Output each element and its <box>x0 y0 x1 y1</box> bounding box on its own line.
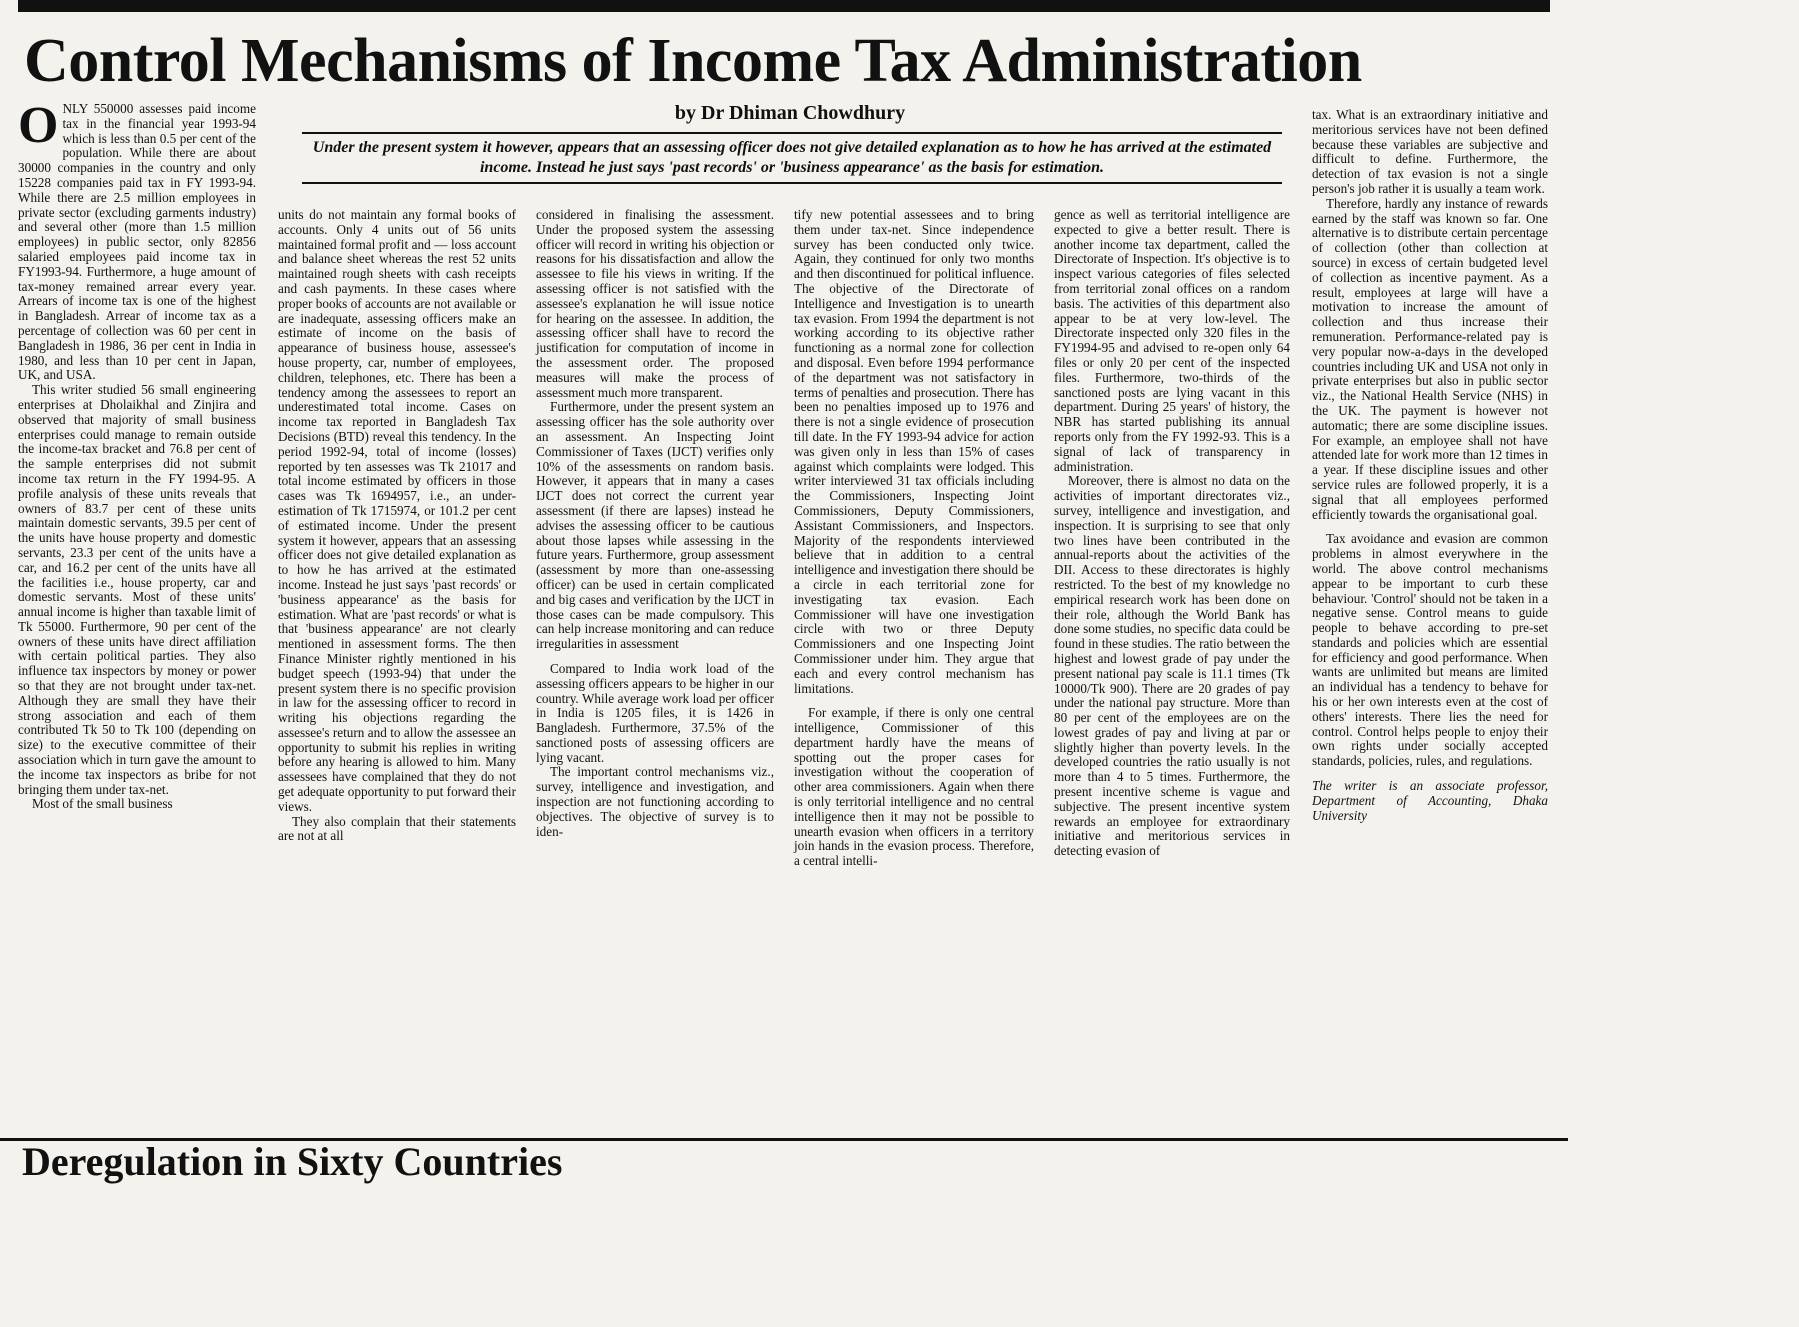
paragraph: Most of the small business <box>32 796 173 812</box>
column-1 <box>18 97 256 1132</box>
next-article-headline: Deregulation in Sixty Countries <box>22 1139 563 1184</box>
column-6 <box>1312 108 1548 1138</box>
byline: by Dr Dhiman Chowdhury <box>674 102 906 124</box>
paragraph: units do not maintain any formal books of accounts. Only 4 units out of 56 units maintained formal profit and — loss account and balance sheet whereas the rest 52 units maintained rough sheets with cash receipts and cash payments. In these cases where proper books of accounts are not available or are inadequate, assessing officers make an estimate of income on the basis of appearance of business house, assessee's house property, car, number of employees, children, telephones, etc. There has been a tendency among the assessees to report an underestimated total income. Cases on income tax reported in Bangladesh Tax Decisions (BTD) reveal this tendency. In the period 1992-94, total of income (losses) reported by ten assesses was Tk 21017 and total income estimated by officers in those cases was Tk 1694957, i.e., an under-estimation of Tk 1715974, or 101.2 per cent of estimated income. Under the present system it however, appears that an assessing officer does not give detailed explanation as to how he has arrived at the estimated income. Instead he just says 'past records' or 'business appearance' as the basis for estimation. What are 'past records' or what is that 'business appearance' are not clearly mentioned in assessment forms. The then Finance Minister rightly mentioned in his budget speech (1993-94) that under the present system there is no specific provision in law for the assessing officer to record in writing his objections regarding the assessee's return and to allow the assessee an opportunity to submit his replies in writing before any hearing is allowed to him. Many assessees have complained that they do not get adequate opportunity to put forward their views. <box>278 207 516 814</box>
paragraph: Furthermore, under the present system an assessing officer has the sole authority over an assessment. An Inspecting Joint Commissioner of Taxes (IJCT) verifies only 10% of the assessments on random basis. However, it appears that in many a cases IJCT does not correct the current year assessment (if there are lapses) instead he advises the assessing officer to be cautious about those lapses while assessing in the future years. Furthermore, group assessment (assessment by more than one-assessing officer) can be used in certain complicated and big cases and verification by the IJCT in those cases can be made compulsory. This can help increase monitoring and can reduce irregularities in assessment <box>536 399 774 652</box>
paragraph: gence as well as territorial intelligence are expected to give a better result. There is another income tax department, called the Directorate of Inspection. It's objective is to inspect various categories of files selected from territorial zonal offices on a random basis. The activities of this department also appear to be at very low-level. The Directorate inspected only 320 files in the FY1994-95 and advised to re-open only 64 files or only 20 per cent of the inspected files. Furthermore, two-thirds of the sanctioned posts are lying vacant in this department. During 25 years' of history, the NBR has started publishing its annual reports only from the FY 1992-93. This is a signal of lack of transparency in administration. <box>1054 207 1290 474</box>
column-3 <box>536 208 774 1132</box>
paragraph: tax. What is an extraordinary initiative and meritorious services have not been defined because these variables are subjective and difficult to define. Furthermore, the detection of tax evasion is not a single person's job rather it is usually a team work. <box>1312 107 1548 196</box>
article-title: Control Mechanisms of Income Tax Administration <box>24 27 1362 95</box>
paragraph: Therefore, hardly any instance of rewards earned by the staff was known so far. One alternative is to distribute certain percentage of collection (other than collection at source) in excess of certain budgeted level of collection as incentive payment. As a result, employees at large will have a motivation to increase the amount of collection and thus increase their remuneration. Performance-related pay is very popular now-a-days in the developed countries including UK and USA not only in private enterprises but also in public sector viz., the National Health Service (NHS) in the UK. The payment is however not automatic; there are some discipline issues. For example, an employee shall not have attended late for work more than 12 times in a year. If these discipline issues and other service rules are followed properly, it is a signal that all employees performed efficiently towards the organisational goal. <box>1312 195 1548 522</box>
paragraph: tify new potential assessees and to bring them under tax-net. Since independence survey has been conducted only twice. Again, they continued for only two months and then discontinued for political influence. The objective of the Directorate of Intelligence and Investigation is to unearth tax evasion. From 1994 the department is not working according to its objective rather functioning as a normal zone for collection and disposal. Even before 1994 performance of the department was not satisfactory in terms of penalties and prosecution. There has been no penalties imposed up to 1976 and there is not a single evidence of prosecution till date. In the FY 1993-94 advice for action was given only in less than 15% of cases against which complaints were lodged. This writer interviewed 31 tax officials including the Commissioners, Inspecting Joint Commissioners, Deputy Commissioners, Assistant Commissioners, and Inspectors. Majority of the respondents interviewed believe that in addition to a central intelligence and investigation there should be a circle in each territorial zone for investigating tax evasion. Each Commissioner will have one investigation circle with two or three Deputy Commissioners and one Inspecting Joint Commissioner under him. They argue that each and every control mechanism has limitations. <box>794 207 1034 696</box>
paragraph: They also complain that their statements are not at all <box>278 813 516 844</box>
paragraph: This writer studied 56 small engineering enterprises at Dholaikhal and Zinjira and observed that majority of small business enterprises could manage to remain outside the income-tax bracket and 76.8 per cent of the sample enterprises did not submit income tax return in the FY 1994-95. A profile analysis of these units reveals that owners of 83.7 per cent of these units maintain domestic servants, 39.5 per cent of the units have house property and domestic servants, 23.3 per cent of the units have a car, and 16.2 per cent of the units have all the facilities i.e., house property, car and domestic servants. Most of these units' annual income is higher than taxable limit of Tk 55000. Furthermore, 90 per cent of the owners of these units have direct affiliation with certain political parties. They also influence tax inspectors by money or power so that they are not brought under tax-net. Although they are small they have their strong association and each of them contributed Tk 50 to Tk 100 (depending on size) to the executive committee of their association which in turn gave the amount to the income tax inspectors as bribe for not bringing them under tax-net. <box>18 382 256 797</box>
author-note: The writer is an associate professor, Department of Accounting, Dhaka University <box>1312 778 1548 823</box>
column-4 <box>794 208 1034 1132</box>
drop-cap: O <box>18 97 59 154</box>
paragraph: The important control mechanisms viz., survey, intelligence and investigation, and inspection are not functioning according to objectives. The objective of survey is to iden- <box>536 764 774 839</box>
paragraph: considered in finalising the assessment. Under the proposed system the assessing officer will record in writing his objection or reasons for his dissatisfaction and allow the assessee to file his views in writing. If the assessing officer is not satisfied with the assessee's explanation he will issue notice for hearing on the assessee. In addition, the assessing officer shall have to record the justification for computation of income in the assessment order. The proposed measures will make the process of assessment much more transparent. <box>536 207 774 400</box>
paragraph: Tax avoidance and evasion are common problems in almost everywhere in the world. The above control mechanisms appear to be important to curb these behaviour. 'Control' should not be taken in a negative sense. Control means to guide people to behave according to pre-set standards and policies which are essential for efficiency and good performance. When wants are unlimited but means are limited an individual has a tendency to behave for his or her own interests even at the cost of others' interests. There lies the need for control. Control helps people to enjoy their own rights under socially accepted standards, policies, rules, and regulations. <box>1312 531 1548 769</box>
paragraph: NLY 550000 assesses paid income tax in the financial year 1993-94 which is less than 0.5 per cent of the population. While there are about 30000 companies in the country and only 15228 companies paid tax in FY 1993-94. While there are 2.5 million employees in private sector (excluding garments industry) and several other (more than 1.5 million employees) in public sector, only 82856 salaried employees paid income tax in FY1993-94. Furthermore, a huge amount of tax-money remained arrear every year. Arrears of income tax is one of the highest in Bangladesh. Arrear of income tax as a percentage of collection was 60 per cent in Bangladesh in 1986, 36 per cent in India in 1980, and less than 10 per cent in Japan, UK, and USA. <box>18 101 256 383</box>
paragraph: Compared to India work load of the assessing officers appears to be higher in our country. While average work load per officer in India is 1205 files, it is 1426 in Bangladesh. Furthermore, 37.5% of the sanctioned posts of assessing officers are lying vacant. <box>536 660 774 765</box>
column-5 <box>1054 208 1290 1132</box>
top-rule <box>18 0 1550 12</box>
paragraph: For example, if there is only one central intelligence, Commissioner of this department hardly have the means of spotting out the proper cases for investigation without the cooperation of other area commissioners. Again when there is only territorial intelligence and no central intelligence then it may not be possible to unearth evasion when officers in a territory join hands in the evasion process. Therefore, a central intelli- <box>794 705 1034 869</box>
paragraph: Moreover, there is almost no data on the activities of important directorates viz., survey, intelligence and investigation, and inspection. It is surprising to see that only two lines have been contributed in the annual-reports about the activities of the DII. Access to these directorates is highly restricted. To the best of my knowledge no empirical research work has been done on their role, although the World Bank has done some studies, no specific data could be found in these studies. The ratio between the highest and lowest grade of pay under the present national pay scale is 11.1 times (Tk 10000/Tk 900). There are 20 grades of pay under the national pay structure. More than 80 per cent of the employees are on the lowest grades of pay and living at par or slightly higher than poverty levels. In the developed countries the ratio usually is not more than 4 to 5 times. Furthermore, the present incentive scheme is vague and subjective. The present incentive system rewards an employee for extraordinary initiative and meritorious services in detecting evasion of <box>1054 473 1290 859</box>
column-2 <box>278 208 516 1132</box>
deck-pull-quote: Under the present system it however, appears that an assessing officer does not give detailed explanation as to how he has arrived at the estimated income. Instead he just says 'past records' or 'business appearance' as the basis for estimation. <box>302 132 1282 184</box>
